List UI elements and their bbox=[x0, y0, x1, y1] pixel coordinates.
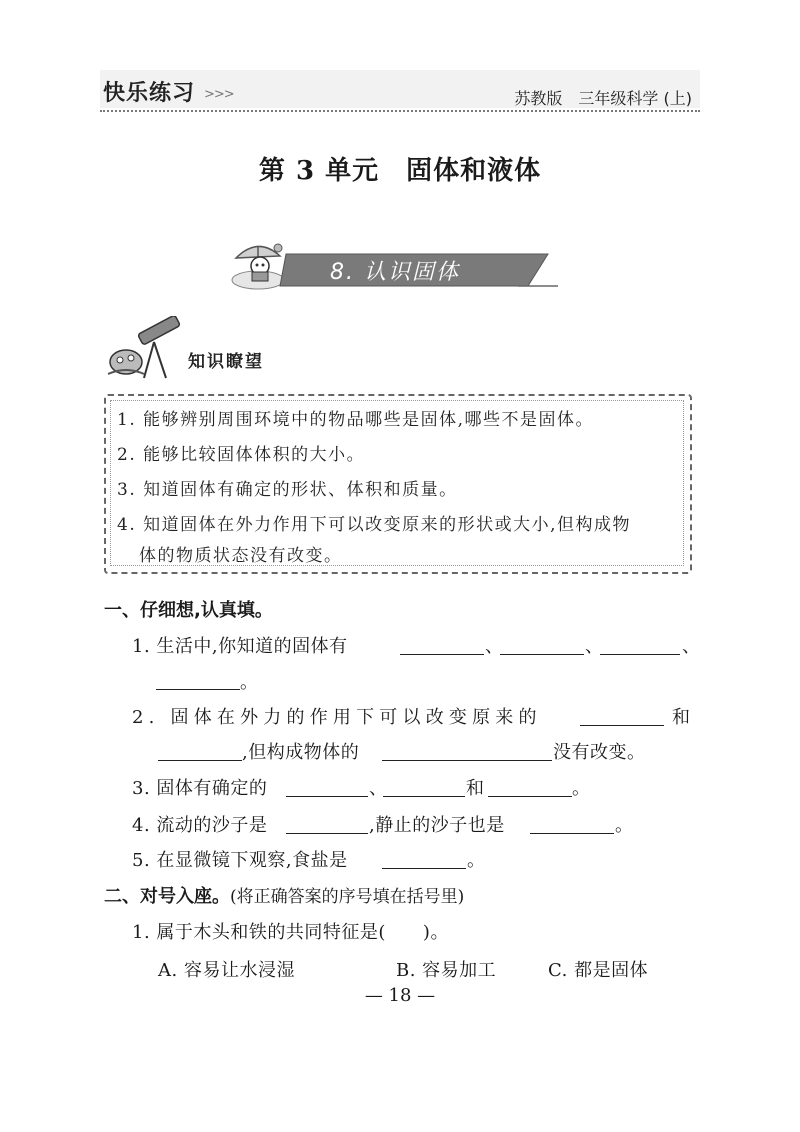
header-title: 快乐练习 bbox=[103, 81, 196, 106]
answer-blank[interactable] bbox=[158, 759, 242, 761]
mascot-icon bbox=[232, 244, 284, 289]
header-arrows-icon: >>> bbox=[204, 87, 234, 102]
knowledge-item: 体的物质状态没有改变。 bbox=[139, 546, 343, 566]
question-text: 没有改变。 bbox=[553, 742, 646, 763]
question-text: 。 bbox=[572, 778, 591, 799]
question-text: 、 bbox=[585, 636, 604, 657]
answer-blank[interactable] bbox=[156, 688, 240, 690]
option-c[interactable]: C. 都是固体 bbox=[548, 960, 649, 981]
section-subtitle: (将正确答案的序号填在括号里) bbox=[230, 887, 465, 907]
knowledge-item: 1. 能够辨别周围环境中的物品哪些是固体,哪些不是固体。 bbox=[117, 410, 595, 430]
answer-blank[interactable] bbox=[488, 795, 572, 797]
question-text: 1. 属于木头和铁的共同特征是( )。 bbox=[132, 922, 449, 943]
lesson-title: 8. 认识固体 bbox=[330, 260, 460, 285]
knowledge-item: 3. 知道固体有确定的形状、体积和质量。 bbox=[117, 480, 458, 500]
answer-blank[interactable] bbox=[382, 759, 552, 761]
unit-title: 第 3 单元 固体和液体 bbox=[258, 156, 542, 186]
section-title-text: 二、对号入座。 bbox=[104, 886, 230, 907]
answer-blank[interactable] bbox=[286, 832, 368, 834]
question-text: ,静止的沙子也是 bbox=[369, 815, 505, 836]
question-text: 、 bbox=[485, 636, 504, 657]
option-b[interactable]: B. 容易加工 bbox=[396, 960, 497, 981]
header-divider bbox=[100, 110, 700, 112]
section-title bbox=[104, 882, 464, 908]
answer-blank[interactable] bbox=[500, 653, 584, 655]
option-a[interactable]: A. 容易让水浸湿 bbox=[158, 960, 295, 981]
answer-blank[interactable] bbox=[530, 832, 614, 834]
question-text: 2. 固体在外力的作用下可以改变原来的 bbox=[132, 707, 542, 728]
knowledge-item: 2. 能够比较固体体积的大小。 bbox=[117, 445, 366, 465]
question-text: 、 bbox=[369, 778, 388, 799]
telescope-icon bbox=[104, 316, 186, 382]
question-text: ,但构成物体的 bbox=[242, 742, 360, 763]
question-text: 。 bbox=[467, 850, 486, 871]
page-number: — 18 — bbox=[364, 985, 436, 1006]
header-edition: 苏教版 三年级科学 (上) bbox=[514, 89, 692, 108]
question-text: 、 bbox=[682, 636, 701, 657]
question-text: 4. 流动的沙子是 bbox=[132, 815, 268, 836]
section-title: 一、仔细想,认真填。 bbox=[104, 600, 273, 621]
question-text: 和 bbox=[672, 707, 691, 728]
knowledge-item: 4. 知道固体在外力作用下可以改变原来的形状或大小,但构成物 bbox=[117, 515, 632, 535]
answer-blank[interactable] bbox=[600, 653, 680, 655]
question-text: 1. 生活中,你知道的固体有 bbox=[132, 636, 348, 657]
answer-blank[interactable] bbox=[400, 653, 484, 655]
question-text: 3. 固体有确定的 bbox=[132, 778, 268, 799]
question-text: 5. 在显微镜下观察,食盐是 bbox=[132, 850, 348, 871]
answer-blank[interactable] bbox=[580, 724, 664, 726]
knowledge-title: 知识瞭望 bbox=[188, 352, 264, 372]
question-text: 。 bbox=[615, 815, 634, 836]
question-text: 和 bbox=[466, 778, 485, 799]
answer-blank[interactable] bbox=[286, 795, 368, 797]
answer-blank[interactable] bbox=[382, 867, 466, 869]
answer-blank[interactable] bbox=[383, 795, 465, 797]
question-text: 。 bbox=[240, 672, 259, 693]
